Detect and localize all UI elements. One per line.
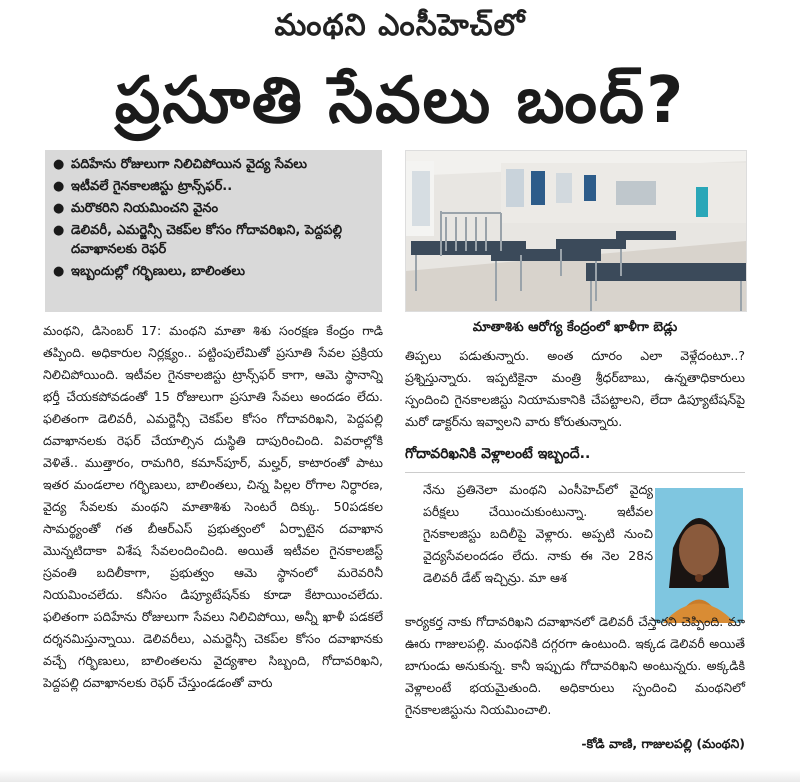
sub-heading: గోదావరిఖనికి వెళ్లాలంటే ఇబ్బందే.. [405, 446, 591, 462]
highlight-text: ఇటీవలే గైనకాలజిస్టు ట్రాన్స్‌ఫర్‌.. [71, 179, 233, 194]
highlight-item [53, 155, 374, 174]
photo-caption: మాతాశిశు ఆరోగ్య కేంద్రంలో ఖాళీగా బెడ్లు [472, 320, 678, 335]
page-bottom-edge [0, 770, 800, 782]
highlight-text: ఇబ్బందుల్లో గర్భిణులు, బాలింతలు [71, 264, 245, 279]
bullet-icon: ● [53, 264, 65, 279]
hospital-ward-photo [405, 150, 747, 312]
bullet-icon: ● [53, 201, 65, 216]
interview-text-bottom: కార్యకర్త నాకు గోదావరిఖని దవాఖానలో డెలివరీ చేస్తారని చెప్పింది. మా ఊరు గాజులపల్లి. మంథనికి దగ్గరగా ఉంటుంది. ఇక్కడ డెలివరీ అయితే బాగుండు అనుకున్న. కానీ ఇప్పుడు గోదావరిఖని అంటున్నరు. అక్కడికి వెళ్లాలంటే భయమైతుంది. అధికారులు స్పందించి మంథనిలో గైనకాలజిస్టును నియమించాలి. [405, 614, 745, 717]
bullet-icon: ● [53, 223, 65, 238]
bullet-icon: ● [53, 157, 65, 172]
kicker-headline: మంథని ఎంసీహెచ్‌లో [274, 8, 526, 43]
interviewee-photo [655, 488, 743, 623]
highlight-text: పదిహేను రోజులుగా నిలిచిపోయిన వైద్య సేవలు [71, 157, 307, 172]
main-headline: ప్రసూతి సేవలు బంద్‌? [114, 64, 686, 138]
highlight-item [53, 199, 374, 218]
interview-text-top: నేను ప్రతినెలా మంథని ఎంసీహెచ్‌లో వైద్య పరీక్షలు చేయించుకుంటున్నా. ఇటీవల గైనకాలజిస్టు బదిలీపై వెళ్లారు. అప్పటి నుంచి వైద్యసేవలందడం లేదు. నాకు ఈ నెల 28న డెలివరీ డేట్‌ ఇచ్చిన్రు. మా ఆశ [423, 482, 653, 585]
attribution: -కోడి వాణి, గాజులపల్లి (మంథని) [581, 736, 745, 751]
highlight-text: మరొకరిని నియమించని వైనం [71, 201, 219, 216]
highlight-text: డెలివరీ, ఎమర్జెన్సీ చెకప్‌ల కోసం గోదావరిఖని, పెద్దపల్లి దవాఖానలకు రెఫర్‌ [71, 223, 343, 257]
highlight-item [53, 262, 374, 281]
bullet-icon: ● [53, 179, 65, 194]
highlights-box [45, 150, 382, 312]
highlight-item [53, 177, 374, 196]
article-body-right: తిప్పలు పడుతున్నారు. అంత దూరం ఎలా వెళ్లేదంటూ..? ప్రశ్నిస్తున్నారు. ఇప్పటికైనా మంత్రి శ్రీధర్‌బాబు, ఉన్నతాధికారులు స్పందించి గైనకాలజిస్టు నియామకానికి చేపట్టాలని, లేదా డిప్యూటేషన్‌పై మరో డాక్టర్‌ను ఇవ్వాలని వారు కోరుతున్నారు. [405, 348, 745, 429]
article-body-left: మంథని, డిసెంబర్‌ 17: మంథని మాతా శిశు సంరక్షణ కేంద్రం గాడి తప్పింది. అధికారుల నిర్లక్ష్యం.. పట్టింపులేమితో ప్రసూతి సేవల ప్రక్రియ నిలిచిపోయింది. ఇటీవల గైనకాలజిస్టు ట్రాన్స్‌ఫర్‌ కాగా, ఆమె స్థానాన్ని భర్తీ చేయకపోవడంతో 15 రోజులుగా ప్రసూతి సేవలు అందడం లేదు. ఫలితంగా డెలివరీ, ఎమర్జెన్సీ చెకప్‌ల కోసం గోదావరిఖని, పెద్దపల్లి దవాఖానలకు రెఫర్‌ చేయాల్సిన దుస్థితి దాపురించింది. వివరాల్లోకి వెళితే.. ముత్తారం, రామగిరి, కమాన్‌పూర్‌, మల్హర్‌, కాటారంతో పాటు ఇతర మండలాల గర్భిణులు, బాలింతలు, చిన్న పిల్లల రోగాల నిర్ధారణ, వైద్య సేవలకు మంథని మాతాశిశు సెంటరే దిక్కు. 50పడకల సామర్థ్యంతో గత బీఆర్‌ఎస్‌ ప్రభుత్వంలో ఏర్పాటైన దవాఖాన మొన్నటిదాకా విశేష సేవలందించింది. అయితే ఇటీవల గైనకాలజిస్ట్‌ స్రవంతి బదిలీకాగా, ప్రభుత్వం ఆమె స్థానంలో మరెవరినీ నియమించలేదు. కనీసం డిప్యూటేషన్‌కు కూడా కేటాయించలేదు. ఫలితంగా పదిహేను రోజులుగా సేవలు నిలిచిపోయి, అన్నీ ఖాళీ పడకలే దర్శనమిస్తున్నాయి. డెలివరీలు, ఎమర్జెన్సీ చెకప్‌ల కోసం దవాఖానకు వచ్చే గర్భిణులు, బాలింతలను వైద్యశాల సిబ్బంది, గోదావరిఖని, పెద్దపల్లి దవాఖానలకు రెఫర్‌ చేస్తుండడంతో వారు [43, 323, 383, 690]
interview-box [405, 472, 745, 748]
highlight-item [53, 221, 374, 259]
